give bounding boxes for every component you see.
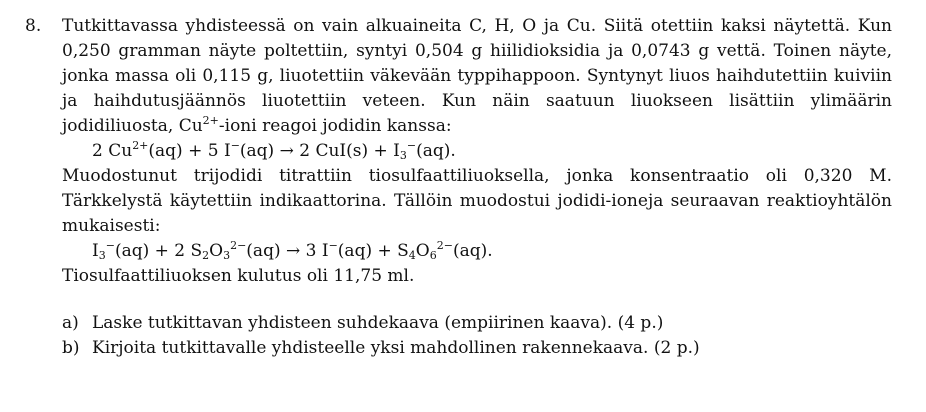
- eq1-sup: −: [230, 139, 240, 152]
- eq2-part: (aq) + 2 S: [114, 241, 203, 261]
- eq2-sup: 2−: [230, 239, 247, 252]
- eq2-part: (aq).: [452, 241, 493, 261]
- subquestion-label: b): [62, 338, 80, 358]
- question-number: 8.: [25, 16, 42, 36]
- eq1-sub: 3: [399, 149, 407, 162]
- middle-paragraph: Muodostunut trijodidi titrattiin tiosulfaattiliuoksella, jonka konsentraatio oli 0,320 M. Tärkkelystä käytettiin indikaattorina. Tällöin muodostui jodidi-ioneja seuraavan reaktioyhtälön mukaisesti:: [62, 166, 892, 236]
- intro-text: Tutkittavassa yhdisteessä on vain alkuaineita C, H, O ja Cu. Siitä otettiin kaksi näytettä. Kun 0,250 gramman näyte poltettiin, syntyi 0,504 g hiilidioksidia ja 0,0743 g vettä. Toinen näyte, jonka massa oli 0,115 g, liuotettiin väkevään typpihappoon. Syntynyt liuos haihdutettiin kuiviin ja haihdutusjäännös liuotettiin veteen. Kun näin saatuun liuokseen lisättiin ylimäärin jodidiliuosta, Cu: [62, 16, 892, 136]
- eq2-sub: 2: [202, 249, 210, 262]
- eq2-sup: −: [328, 239, 338, 252]
- intro-paragraph: [62, 14, 892, 139]
- consumption-line: Tiosulfaattiliuoksen kulutus oli 11,75 ml.: [62, 266, 415, 286]
- eq2-sub: 6: [429, 249, 437, 262]
- eq2-part: (aq) → 3 I: [246, 241, 329, 261]
- subquestion-text: Kirjoita tutkittavalle yhdisteelle yksi mahdollinen rakennekaava. (2 p.): [92, 338, 700, 358]
- subquestion-text: Laske tutkittavan yhdisteen suhdekaava (empiirinen kaava). (4 p.): [92, 313, 664, 333]
- equation-2: [62, 239, 892, 264]
- spacer: [62, 289, 892, 311]
- eq1-part: (aq) + 5 I: [148, 141, 231, 161]
- eq1-part: (aq) → 2 CuI(s) + I: [239, 141, 400, 161]
- subquestion-label: a): [62, 313, 79, 333]
- eq2-part: O: [415, 241, 430, 261]
- subquestion-a: [62, 311, 892, 336]
- equation-1: [62, 139, 892, 164]
- eq1-part: 2 Cu: [92, 141, 133, 161]
- intro-end: -ioni reagoi jodidin kanssa:: [218, 116, 452, 136]
- question-body: [62, 14, 892, 361]
- eq2-part: O: [209, 241, 224, 261]
- eq1-part: (aq).: [416, 141, 456, 161]
- intro-charge: 2+: [202, 114, 219, 127]
- eq2-part: I: [92, 241, 99, 261]
- eq2-sub: 4: [408, 249, 416, 262]
- eq2-sub: 3: [98, 249, 106, 262]
- eq2-sup: −: [105, 239, 115, 252]
- eq2-sub: 3: [223, 249, 231, 262]
- eq1-sup: −: [406, 139, 417, 152]
- eq2-sup: 2−: [436, 239, 453, 252]
- subquestion-b: [62, 336, 892, 361]
- eq2-part: (aq) + S: [337, 241, 409, 261]
- eq1-sup: 2+: [132, 139, 149, 152]
